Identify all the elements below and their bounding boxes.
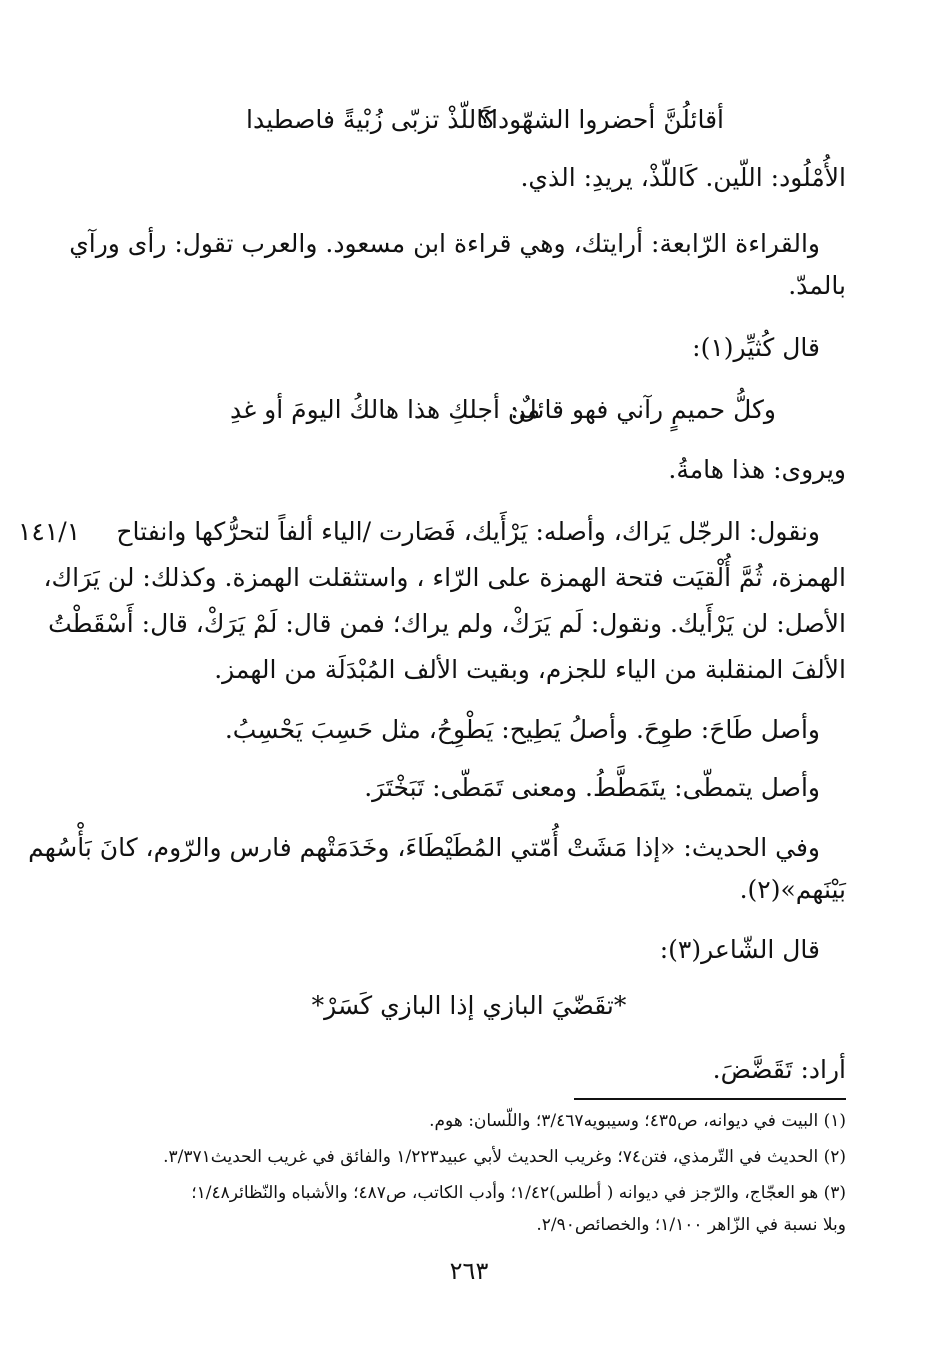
verse1-hemistich-left: كَاللّذْ تزبّى زُبْيةً فاصطيدا [246, 105, 496, 134]
footnote-3-line2: وبلا نسبة في الزّاهر ١/١٠٠؛ والخصائص٢/٩٠. [536, 1215, 846, 1235]
paragraph-poet: قال الشّاعر(٣): [659, 935, 820, 964]
paragraph-arada: أراد: تَقَضَّضَ. [712, 1055, 846, 1084]
footnote-2: (٢) الحديث في التّرمذي، فتن٧٤؛ وغريب الحديث لأبي عبيد١/٢٢٣ والفائق في غريب الحديث٣/٣٧١. [163, 1147, 846, 1167]
paragraph-taha: وأصل طَاحَ: طوِحَ. وأصلُ يَطِيح: يَطْوِحُ، مثل حَسِبَ يَحْسِبُ. [224, 715, 820, 744]
margin-page-reference: ١٤١/١ [18, 517, 81, 546]
paragraph-hadith-line2: بَيْنَهم»(٢). [739, 875, 846, 904]
paragraph-yarak-line3: الأصل: لن يَرْأَيك. ونقول: لَم يَرَكْ، ولم يراك؛ فمن قال: لَمْ يَرَكْ، قال: أَسْقَطْتُ [48, 609, 846, 638]
verse2-hemistich-left: من أجلكِ هذا هالكُ اليومَ أو غدِ [230, 395, 541, 424]
verse2-hemistich-right: وكلُّ حميمٍ رآني فهو قائلٌ: [510, 395, 776, 424]
verse1-hemistich-right: أقائلُنَّ أحضروا الشهّودا؟ [477, 105, 724, 134]
paragraph-yurwa: ويروى: هذا هامةُ. [668, 455, 846, 484]
paragraph-yatamatta: وأصل يتمطّى: يتَمَطَّطُ. ومعنى تَمَطّى: تَبَخْتَرَ. [364, 773, 820, 802]
paragraph-amlud: الأُمْلُود: اللّين. كَاللّذْ، يريدِ: الذي. [520, 163, 846, 192]
footnote-1: (١) البيت في ديوانه، ص٤٣٥؛ وسيبويه٣/٤٦٧؛ واللّسان: هوم. [429, 1111, 846, 1131]
paragraph-fourth-reading-line2: بالمدّ. [788, 271, 846, 300]
paragraph-yarak-line1: ونقول: الرجّل يَراك، وأصله: يَرْأَيك، فَصَارت /الياء ألفاً لتحرُّكها وانفتاح [116, 517, 820, 546]
paragraph-hadith-line1: وفي الحديث: «إذا مَشَتْ أُمّتي المُطَيْطَاءَ، وخَدَمَتْهم فارس والرّوم، كانَ بَأْسُهم [28, 833, 820, 862]
paragraph-yarak-line2: الهمزة، ثُمَّ أُلْقيَت فتحة الهمزة على الرّاء ، واستثقلت الهمزة. وكذلك: لن يَرَاك، [43, 563, 846, 592]
verse3-line: *تقَضّيَ البازي إذا البازي كَسَرْ* [311, 991, 627, 1020]
paragraph-kuthayyir: قال كُثيِّر(١): [692, 333, 820, 362]
paragraph-yarak-line4: الألفَ المنقلبة من الياء للجزم، وبقيت الألف المُبْدَلَة من الهمز. [214, 655, 846, 684]
footnote-divider [574, 1098, 846, 1100]
page-number: ٢٦٣ [449, 1257, 489, 1285]
paragraph-fourth-reading-line1: والقراءة الرّابعة: أرايتك، وهي قراءة ابن مسعود. والعرب تقول: رأى ورآي [69, 229, 820, 258]
footnote-3-line1: (٣) هو العجّاج، والرّجز في ديوانه ( أطلس)١/٤٢؛ وأدب الكاتب، ص٤٨٧؛ والأشباه والنّظائر١/٤٨؛ [191, 1183, 846, 1203]
